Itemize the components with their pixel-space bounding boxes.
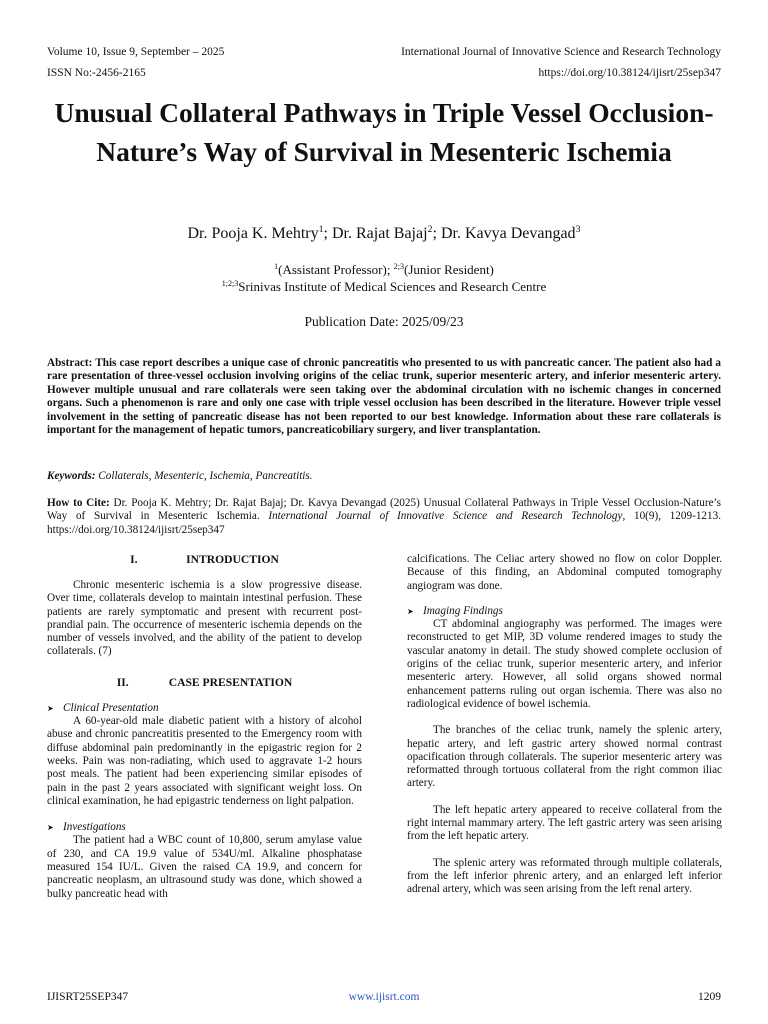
subheading-imaging-findings: ➤ Imaging Findings: [407, 604, 503, 617]
imaging-paragraph: CT abdominal angiography was performed. The images were reconstructed to get MIP, 3D volume rendered images to study the vascular anatomy in detail. The study showed complete occlusion of origins of the celiac trunk, superior mesenteric artery, and inferior mesenteric artery. However, all solid organs showed normal enhancement patterns ruling out organ ischemia. There was also no radiological evidence of bowel ischemia.: [407, 618, 722, 710]
how-to-cite: [47, 497, 721, 537]
author-1: Dr. Pooja K. Mehtry$^1$;: [187, 223, 332, 242]
right-column: [407, 553, 722, 897]
investigations-paragraph: The patient had a WBC count of 10,800, serum amylase value of 230, and CA 19.9 value of 534U/ml. Alkaline phosphatase measured 154 IU/L. Given the raised CA 19.9, and concern for pancreatic neoplasm, an ultrasound study was done, which showed a bulky pancreatic head with: [47, 834, 362, 900]
cite-tail: , 10(9), 1209-1213. https://doi.org/10.38124/ijisrt/25sep347: [47, 510, 721, 536]
header-issn: ISSN No:-2456-2165: [47, 67, 146, 79]
clinical-paragraph: A 60-year-old male diabetic patient with a history of alcohol abuse and chronic pancreatitis presented to the Emergency room with diffuse abdominal pain predominantly in the epigastric region for 2 weeks. Pain was non-radiating, which used to aggravate 1-2 hours post meals. The patient had been experiencing similar episodes of pain in the past 2 years associated with significant weight loss. On clinical examination, he had epigastric tenderness on light palpation.: [47, 715, 362, 807]
cite-journal: International Journal of Innovative Science and Research Technology: [268, 510, 623, 523]
page-number: 1209: [698, 991, 721, 1003]
arrow-bullet-icon: ➤: [407, 606, 414, 616]
keywords-label: Keywords:: [47, 470, 96, 482]
publication-date: Publication Date: 2025/09/23: [304, 314, 464, 329]
cite-text: Dr. Pooja K. Mehtry; Dr. Rajat Bajaj; Dr. Kavya Devangad (2025) Unusual Collateral Pathways in Triple Vessel Occlusion-Nature’s Way of Survival in Mesenteric Ischemia.: [47, 497, 721, 523]
author-3: Dr. Kavya Devangad$^3$: [440, 223, 581, 242]
author-institution: $^{1;2;3}$Srinivas Institute of Medical Sciences and Research Centre: [221, 279, 547, 294]
intro-paragraph: Chronic mesenteric ischemia is a slow progressive disease. Over time, collaterals develop to maintain intestinal perfusion. These patients are rarely symptomatic and present with recurrent post-prandial pain. The occurrence of mesenteric ischemia depends on the number of vessels involved, and the ability of the patient to develop collaterals. (7): [47, 579, 362, 658]
abstract-text: This case report describes a unique case of chronic pancreatitis who presented to us with pancreatic cancer. The patient also had a rare presentation of three-vessel occlusion involving origins of the celiac trunk, superior mesenteric artery, and inferior mesenteric artery. However multiple unusual and rare collaterals were seen taking over the abdominal circulation with no ischemic changes in concerned organs. Such a phenomenon is rare and only one case with triple vessel occlusion has been described in the literature. However triple vessel involvement in the setting of pancreatic disease has not been reported to our best knowledge. Information about these rare collaterals is important for the management of hepatic tumors, pancreaticobiliary surgery, and liver transplantation.: [47, 357, 721, 437]
cite-label: How to Cite:: [47, 497, 110, 509]
arrow-bullet-icon: ➤: [47, 703, 54, 713]
arrow-bullet-icon: ➤: [47, 823, 54, 833]
continuation-paragraph: calcifications. The Celiac artery showed no flow on color Doppler. Because of this finding, an Abdominal computed tomography angiogram was done.: [407, 553, 722, 592]
author-roles: $^1$(Assistant Professor); $^{2;3}$(Junior Resident): [274, 262, 494, 277]
author-2: Dr. Rajat Bajaj$^2$;: [332, 223, 441, 242]
keywords-text: Collaterals, Mesenteric, Ischemia, Pancreatitis.: [95, 470, 313, 482]
hepatic-paragraph: The left hepatic artery appeared to receive collateral from the right internal mammary artery. The left gastric artery was seen arising from the left hepatic artery.: [407, 803, 722, 843]
header-journal: International Journal of Innovative Science and Research Technology: [401, 46, 721, 58]
keywords: [47, 470, 721, 483]
footer-code: IJISRT25SEP347: [47, 991, 129, 1003]
author-list: [0, 224, 768, 244]
subheading-investigations: ➤ Investigations: [47, 821, 126, 834]
abstract-label: Abstract:: [47, 357, 93, 369]
abstract: [47, 357, 721, 437]
header-doi-link[interactable]: https://doi.org/10.38124/ijisrt/25sep347: [538, 67, 721, 79]
footer-website-link[interactable]: www.ijisrt.com: [348, 991, 420, 1003]
section-heading-case-presentation: II. CASE PRESENTATION: [116, 675, 293, 689]
splenic-paragraph: The splenic artery was reformated through multiple collaterals, from the left inferior phrenic artery, and an enlarged left inferior adrenal artery, which was seen arising from the left renal artery.: [407, 856, 722, 896]
header-volume: Volume 10, Issue 9, September – 2025: [47, 46, 225, 58]
paper-title: Unusual Collateral Pathways in Triple Vessel Occlusion-Nature’s Way of Survival in Mesenteric Ischemia: [54, 97, 714, 167]
left-column: [47, 553, 362, 901]
section-heading-introduction: I. INTRODUCTION: [130, 553, 279, 566]
branches-paragraph: The branches of the celiac trunk, namely the splenic artery, hepatic artery, and left gastric artery showed normal contrast opacification through collaterals. The superior mesenteric artery was reformatted through tortuous collateral from the right common iliac artery.: [407, 724, 722, 790]
subheading-clinical-presentation: ➤ Clinical Presentation: [47, 701, 159, 714]
